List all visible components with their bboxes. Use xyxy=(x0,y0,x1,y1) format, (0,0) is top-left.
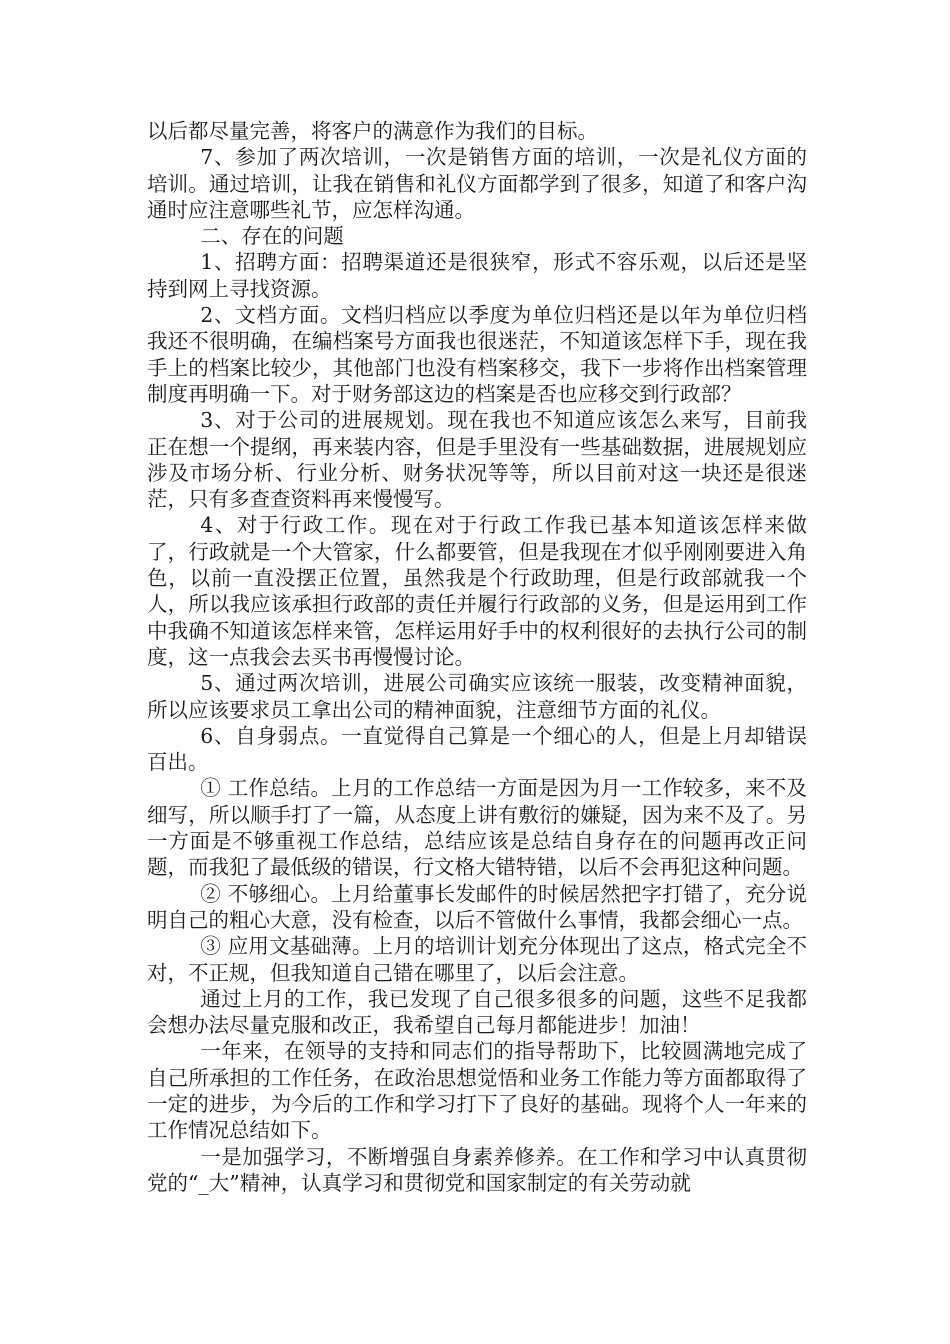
paragraph: 以后都尽量完善，将客户的满意作为我们的目标。 xyxy=(147,119,598,143)
paragraph: 一年来，在领导的支持和同志们的指导帮助下，比较圆满地完成了自己所承担的工作任务，在政治思想觉悟和业务工作能力等方面都取得了一定的进步，为今后的工作和学习打下了良好的基础。现将个人一年来的工作情况总结如下。 xyxy=(147,1039,807,1143)
paragraph: ③ 应用文基础薄。上月的培训计划充分体现出了这点，格式完全不对，不正规，但我知道自己错在哪里了，以后会注意。 xyxy=(147,934,807,985)
paragraph: ① 工作总结。上月的工作总结一方面是因为月一工作较多，来不及细写，所以顺手打了一篇，从态度上讲有敷衍的嫌疑，因为来不及了。另一方面是不够重视工作总结，总结应该是总结自身存在的问题再改正问题，而我犯了最低级的错误，行文格大错特错，以后不会再犯这种问题。 xyxy=(147,776,807,880)
paragraph: 2、文档方面。文档归档应以季度为单位归档还是以年为单位归档我还不很明确，在编档案号方面我也很迷茫，不知道该怎样下手，现在我手上的档案比较少，其他部门也没有档案移交，我下一步将作出档案管理制度再明确一下。对于财务部这边的档案是否也应移交到行政部？ xyxy=(147,303,807,406)
paragraph: 通过上月的工作，我已发现了自己很多很多的问题，这些不足我都会想办法尽量克服和改正，我希望自己每月都能进步！加油！ xyxy=(147,986,807,1038)
paragraph: 3、对于公司的进展规划。现在我也不知道应该怎么来写，目前我正在想一个提纲，再来装内容，但是手里没有一些基础数据，进展规划应涉及市场分析、行业分析、财务状况等等，所以目前对这一块还是很迷茫，只有多查查资料再来慢慢写。 xyxy=(147,408,807,512)
paragraph: 7、参加了两次培训，一次是销售方面的培训，一次是礼仪方面的培训。通过培训，让我在销售和礼仪方面都学到了很多，知道了和客户沟通时应注意哪些礼节，应怎样沟通。 xyxy=(147,145,807,222)
paragraph: 4、对于行政工作。现在对于行政工作我已基本知道该怎样来做了，行政就是一个大管家，什么都要管，但是我现在才似乎刚刚要进入角色，以前一直没摆正位置，虽然我是个行政助理，但是行政部就我一个人，所以我应该承担行政部的责任并履行行政部的义务，但是运用到工作中我确不知道该怎样来管，怎样运用好手中的权利很好的去执行公司的制度，这一点我会去买书再慢慢讨论。 xyxy=(147,513,807,669)
paragraph: 一是加强学习，不断增强自身素养修养。在工作和学习中认真贯彻党的“_大”精神，认真学习和贯彻党和国家制定的有关劳动就 xyxy=(147,1144,807,1195)
paragraph: 6、自身弱点。一直觉得自己算是一个细心的人，但是上月却错误百出。 xyxy=(147,723,807,775)
paragraph: ② 不够细心。上月给董事长发邮件的时候居然把字打错了，充分说明自己的粗心大意，没有检查，以后不管做什么事情，我都会细心一点。 xyxy=(147,881,807,932)
paragraph: 1、招聘方面：招聘渠道还是很狭窄，形式不容乐观，以后还是坚持到网上寻找资源。 xyxy=(147,250,807,301)
paragraph: 5、通过两次培训，进展公司确实应该统一服装，改变精神面貌，所以应该要求员工拿出公司的精神面貌，注意细节方面的礼仪。 xyxy=(147,671,807,722)
document-body xyxy=(147,118,807,1196)
section-heading: 二、存在的问题 xyxy=(200,224,344,249)
